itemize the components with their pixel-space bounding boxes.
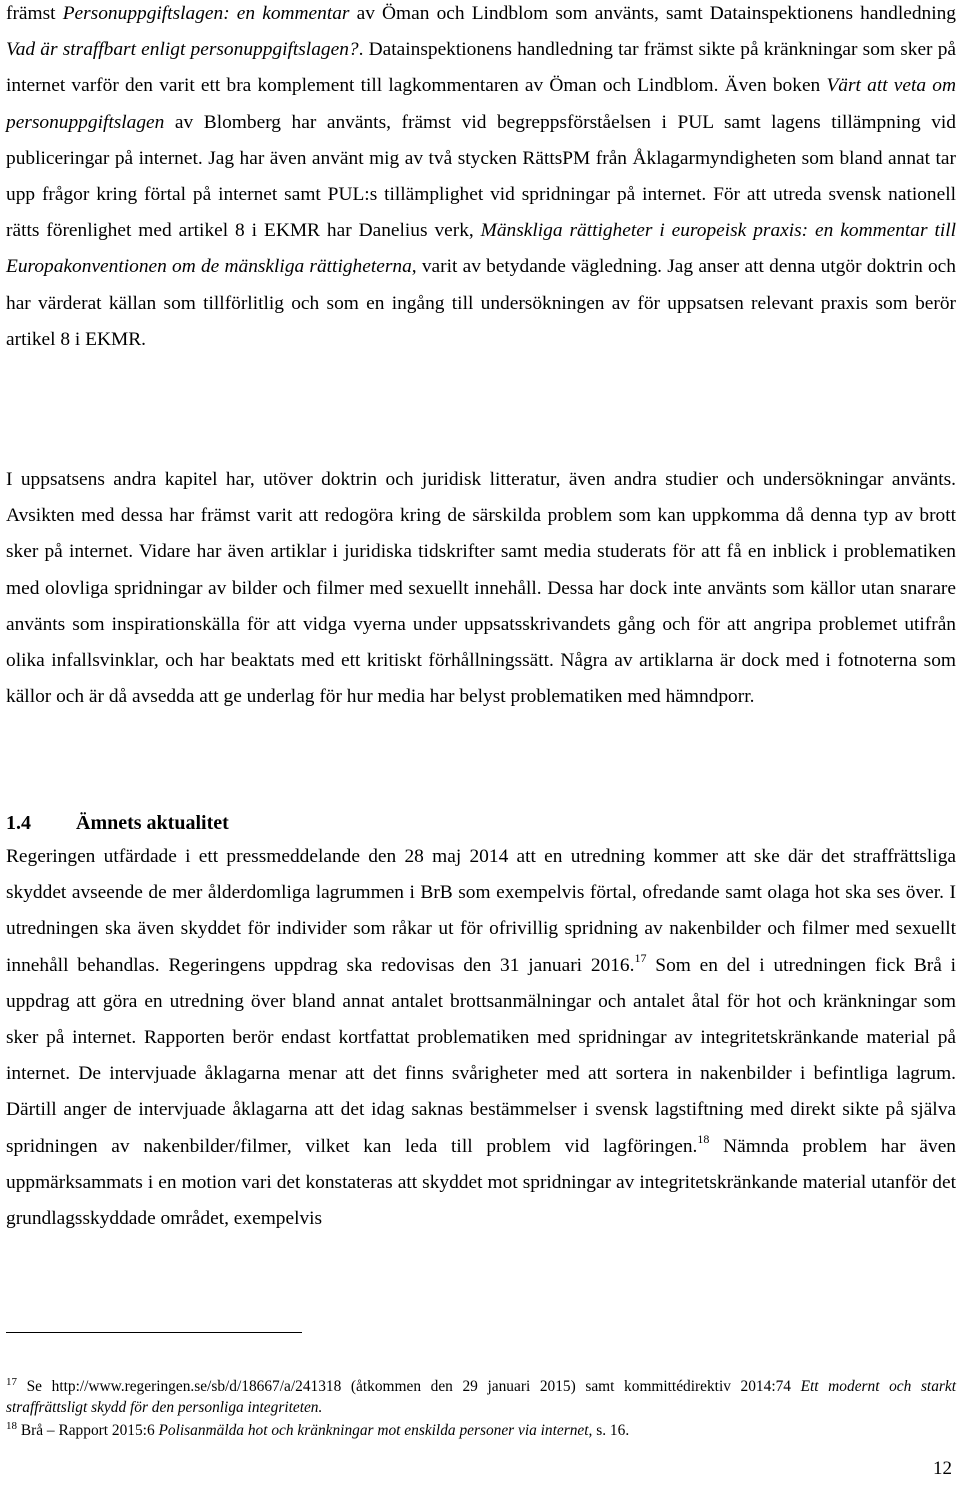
text-run: av Blomberg har använts, främst vid begreppsförståelsen i PUL samt lagens tillämpning vid publiceringar på internet. Jag har även använt mig av två stycken RättsPM från Åklagarmyndigheten som bland annat tar upp frågor kring förtal på internet samt PUL:s tillämplighet vid spridningar på internet. För att utreda svensk nationell rätts förenlighet med artikel 8 i EKMR har Danelius verk, xyxy=(6,111,956,242)
paragraph-topicality xyxy=(6,839,956,1237)
footnote-17 xyxy=(6,1376,956,1418)
footnote-ref: 17 xyxy=(634,950,647,965)
text-run: I uppsatsens andra kapitel har, utöver doktrin och juridisk litteratur, även andra studier och undersökningar använts. Avsikten med dessa har främst varit att redogöra kring de särskilda problem som kan uppkomma då denna typ av brott sker på internet. Vidare har även artiklar i juridiska tidskrifter samt media studerats för att få en inblick i problematiken med olovliga spridningar av bilder och filmer med sexuellt innehåll. Dessa har dock inte använts som källor utan snarare använts som inspirationskälla för att vidga vyerna under uppsatsskrivandets gång och för att angripa problemet utifrån olika infallsvinklar, och har beaktats med ett kritiskt förhållningssätt. Några av artiklarna är dock med i fotnoterna som källor och är då avsedda att ge underlag för hur media har belyst problematiken med hämndporr. xyxy=(6,469,956,708)
text-run: Se http://www.regeringen.se/sb/d/18667/a/241318 (åtkommen den 29 januari 2015) samt kommittédirektiv 2014:74 xyxy=(17,1378,801,1395)
text-run: Regeringen utfärdade i ett pressmeddelande den 28 maj 2014 att en utredning kommer att ske där det straffrättsliga skyddet avseende de mer ålderdomliga lagrummen i BrB som exempelvis förtal, ofredande samt olaga hot ska ses över. I utredningen ska även skyddet för individer som råkar ut för ofrivillig spridning av nakenbilder och filmer med sexuellt innehåll behandlas. Regeringens uppdrag ska redovisas den 31 januari 2016. xyxy=(6,846,956,976)
text-run: Nämnda problem har även uppmärksammats i en motion vari det konstateras att skyddet mot spridningar av integritetskränkande material utanför det grundlagsskyddade området, exempelvis xyxy=(6,1135,956,1230)
paragraph-studies xyxy=(6,462,956,715)
italic-title: Mänskliga rättigheter i europeisk praxis: en kommentar till Europakonventionen om de mänskliga rättigheterna xyxy=(6,220,956,278)
footnote-18 xyxy=(6,1420,956,1441)
italic-title: Värt att veta om personuppgiftslagen xyxy=(6,75,956,133)
footnote-ref: 17 xyxy=(6,1376,17,1388)
italic-title: Polisanmälda hot och kränkningar mot enskilda personer via internet, xyxy=(158,1422,593,1439)
section-heading xyxy=(6,805,229,841)
italic-title: Ett modernt och starkt straffrättsligt skydd för den personliga integriteten. xyxy=(6,1378,956,1416)
paragraph-sources xyxy=(6,0,956,358)
footnote-separator xyxy=(6,1332,302,1333)
section-title: Ämnets aktualitet xyxy=(76,812,229,834)
footnote-ref: 18 xyxy=(6,1420,17,1432)
text-run: s. 16. xyxy=(592,1422,630,1439)
italic-title: Vad är straffbart enligt personuppgiftslagen? xyxy=(6,39,359,61)
text-run: av Öman och Lindblom som använts, samt Datainspektionens handledning xyxy=(349,3,956,24)
page-number: 12 xyxy=(933,1458,952,1479)
footnote-ref: 18 xyxy=(697,1131,710,1146)
text-run: Brå – Rapport 2015:6 xyxy=(17,1422,159,1439)
italic-title: Personuppgiftslagen: en kommentar xyxy=(62,3,350,24)
text-run: , varit av betydande vägledning. Jag anser att denna utgör doktrin och har värderat källan som tillförlitlig och som en ingång till undersökningen av för uppsatsen relevant praxis som berör artikel 8 i EKMR. xyxy=(6,256,956,350)
section-number: 1.4 xyxy=(6,812,31,834)
text-run: . Datainspektionens handledning tar främst sikte på kränkningar som sker på internet varför den varit ett bra komplement till lagkommentaren av Öman och Lindblom. Även boken xyxy=(6,39,957,97)
text-run: Som en del i utredningen fick Brå i uppdrag att göra en utredning över bland annat antalet brottsanmälningar och antalet åtal för hot och kränkningar som sker på internet. Rapporten berör endast kortfattat problematiken med spridningar av integritetskränkande material på internet. De intervjuade åklagarna menar att det finns svårigheter med att sortera in nakenbilder i befintliga lagrum. Därtill anger de intervjuade åklagarna att det idag saknas bestämmelser i svensk lagstiftning med direkt sikte på själva spridningen av nakenbilder/filmer, vilket kan leda till problem vid lagföringen. xyxy=(6,954,957,1157)
text-run: främst xyxy=(6,3,63,24)
